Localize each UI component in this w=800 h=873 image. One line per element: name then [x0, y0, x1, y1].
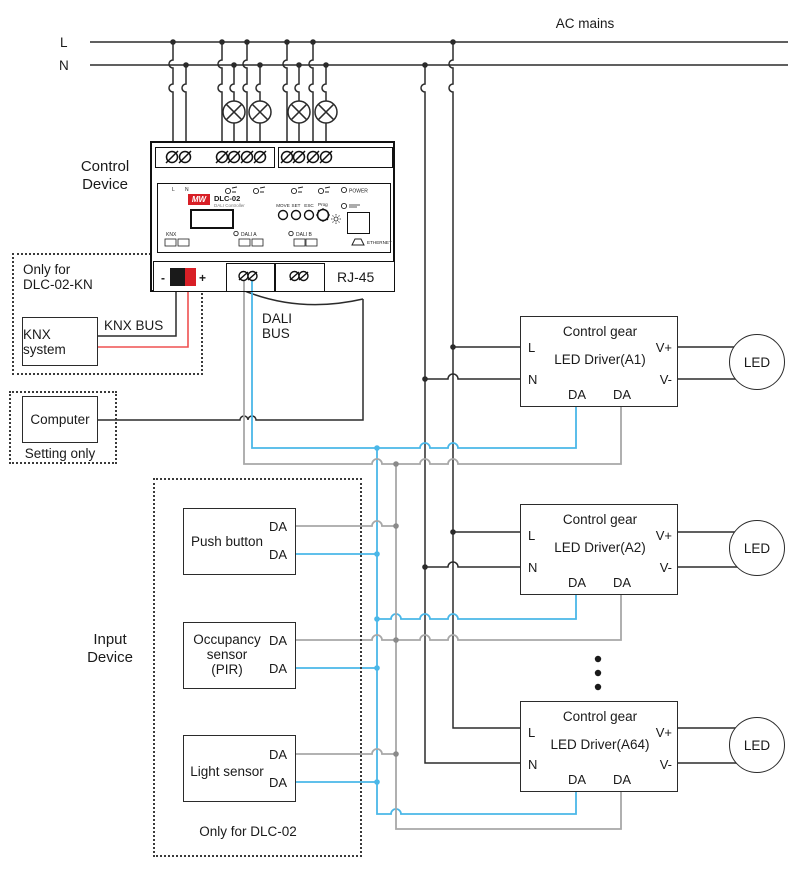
- occupancy-sensor-box: [183, 622, 296, 689]
- rj45-label: RJ-45: [337, 269, 375, 285]
- terminal-vminus: V-: [659, 560, 672, 575]
- led-driver-a2-box: [520, 504, 678, 595]
- face-n-label: N: [185, 187, 189, 193]
- sensor-name: Push button: [190, 534, 264, 549]
- n-line-label: N: [59, 58, 69, 73]
- driver-name: LED Driver(A2): [554, 540, 646, 555]
- l-line-label: L: [60, 35, 68, 50]
- sensor-name: Occupancy sensor (PIR): [193, 632, 261, 677]
- set-label: SET: [291, 203, 301, 208]
- dali-a-terminal-box: [226, 263, 275, 292]
- knx-connector-black: [170, 268, 185, 286]
- model-sub-label: DALI Controller: [214, 203, 245, 208]
- lamp-symbols: [223, 101, 337, 123]
- lamp-icon: [315, 101, 337, 123]
- only-for-dlc02-label: Only for DLC-02: [199, 824, 297, 839]
- drivers-n-feed: [421, 65, 520, 763]
- lcd-display: [190, 209, 234, 229]
- terminal-l: L: [528, 528, 536, 543]
- lamp-icon: [249, 101, 271, 123]
- lamp-icon: [223, 101, 245, 123]
- ethernet-port: [347, 212, 370, 234]
- terminal-n: N: [528, 757, 538, 772]
- terminal-strip-right: [278, 147, 393, 168]
- terminal-da1: DA: [567, 387, 587, 402]
- knx-minus-label: -: [161, 271, 165, 285]
- led-load-a2: LED: [729, 520, 785, 576]
- sensor-name: Light sensor: [190, 764, 264, 779]
- driver-name: LED Driver(A64): [550, 737, 650, 752]
- terminal-da1: DA: [268, 519, 288, 534]
- terminal-l: L: [528, 725, 536, 740]
- knx-bus-label: KNX BUS: [104, 318, 164, 333]
- input-device-label: Input Device: [87, 631, 133, 666]
- drivers-l-feed: [449, 42, 520, 728]
- led-driver-a64-box: [520, 701, 678, 792]
- dali-a-label: DALI A: [241, 232, 257, 238]
- dali-b-terminal-box: [275, 263, 325, 292]
- led-load-a64: LED: [729, 717, 785, 773]
- terminal-vminus: V-: [659, 372, 672, 387]
- computer-box: [22, 396, 98, 443]
- push-button-box: [183, 508, 296, 575]
- terminal-da2: DA: [612, 575, 632, 590]
- dali-bus-label: DALI BUS: [262, 311, 293, 341]
- terminal-l: L: [528, 340, 536, 355]
- power-label: POWER: [349, 188, 368, 195]
- terminal-da1: DA: [567, 575, 587, 590]
- setting-only-label: Setting only: [24, 446, 96, 461]
- knx-system-box: [22, 317, 98, 366]
- terminal-vplus: V+: [655, 528, 672, 543]
- esc-label: ESC: [304, 203, 314, 208]
- terminal-da1: DA: [268, 747, 288, 762]
- lamp-icon: [288, 101, 310, 123]
- ac-mains-label: AC mains: [555, 16, 615, 31]
- knx-plus-label: +: [199, 271, 207, 285]
- driver-title: Control gear: [562, 324, 638, 339]
- terminal-da2: DA: [268, 775, 288, 790]
- terminal-vplus: V+: [655, 340, 672, 355]
- driver-title: Control gear: [562, 709, 638, 724]
- knx-port-label: KNX: [166, 232, 177, 238]
- terminal-n: N: [528, 560, 538, 575]
- computer-label: Computer: [30, 412, 90, 427]
- ethernet-label: ETHERNET: [367, 240, 392, 245]
- terminal-vminus: V-: [659, 757, 672, 772]
- only-for-kn-label: Only for DLC-02-KN: [23, 262, 93, 292]
- knx-system-label: KNX system: [23, 326, 66, 357]
- led-driver-a1-box: [520, 316, 678, 407]
- face-l-label: L: [172, 187, 175, 193]
- dali-b-label: DALI B: [296, 232, 312, 238]
- control-device-label: Control Device: [80, 158, 130, 193]
- terminal-da2: DA: [612, 387, 632, 402]
- gray-junction-dots: [393, 461, 399, 757]
- terminal-n: N: [528, 372, 538, 387]
- terminal-da1: DA: [268, 633, 288, 648]
- brand-logo: MW: [188, 194, 210, 205]
- blue-junction-dots: [374, 445, 380, 785]
- terminal-da1: DA: [567, 772, 587, 787]
- driver-title: Control gear: [562, 512, 638, 527]
- terminal-da2: DA: [612, 772, 632, 787]
- ellipsis-icon: [595, 656, 601, 690]
- prog-label: Prog: [318, 202, 328, 207]
- driver-name: LED Driver(A1): [554, 352, 646, 367]
- led-load-a1: LED: [729, 334, 785, 390]
- terminal-strip-left: [155, 147, 275, 168]
- terminal-vplus: V+: [655, 725, 672, 740]
- knx-connector-red: [185, 268, 196, 286]
- terminal-da2: DA: [268, 661, 288, 676]
- terminal-da2: DA: [268, 547, 288, 562]
- dlc-02-controller: [150, 141, 395, 292]
- model-label: DLC-02: [214, 194, 241, 203]
- move-label: MOVE: [276, 203, 290, 208]
- light-sensor-box: [183, 735, 296, 802]
